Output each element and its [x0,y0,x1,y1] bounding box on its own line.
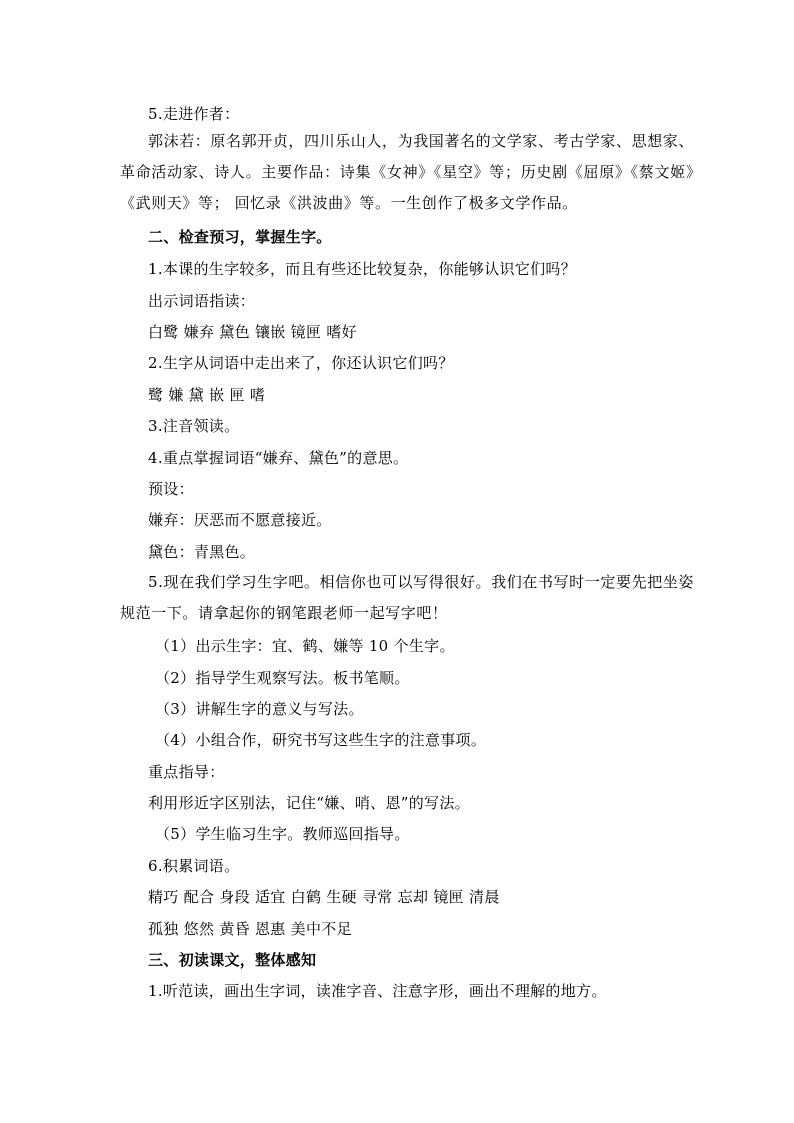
substep-3: （3）讲解生字的意义与写法。 [155,700,364,718]
step-3-text: 3.注音领读。 [148,417,240,435]
show-words-label: 出示词语指读： [148,292,256,310]
definition-daise: 黛色：青黑色。 [148,543,256,561]
author-intro-paragraph: 郭沫若：原名郭开贞，四川乐山人，为我国著名的文学家、考古学家、思想家、革命活动家、诗人。主要作品：诗集《女神》《星空》等；历史剧《屈原》《蔡文姬》《武则天》等； 回忆录《洪波曲》等。一生创作了极多文学作品。 [120,132,695,212]
character-list: 鹭 嫌 黛 嵌 匣 嗜 [148,386,266,404]
section-heading-preview: 二、检查预习，掌握生字。 [148,228,332,246]
first-reading-step-1: 1.听范读，画出生字词，读准字音、注意字形，画出不理解的地方。 [148,982,607,1000]
step-6-text: 6.积累词语。 [148,857,240,875]
step-4-text: 4.重点掌握词语“嫌弃、黛色”的意思。 [148,449,409,467]
word-list-3: 孤独 悠然 黄昏 恩惠 美中不足 [148,920,352,938]
substep-5: （5）学生临习生字。教师巡回指导。 [155,825,410,843]
substep-1: （1）出示生字：宜、鹤、嫌等 10 个生字。 [155,637,455,655]
section-heading-author: 5.走进作者： [148,105,240,123]
step-1-text: 1.本课的生字较多，而且有些还比较复杂，你能够认识它们吗？ [148,260,577,278]
substep-2: （2）指导学生观察写法。板书笔顺。 [155,669,410,687]
substep-4: （4）小组合作，研究书写这些生字的注意事项。 [155,731,487,749]
definition-xianqi: 嫌弃：厌恶而不愿意接近。 [148,511,332,529]
step-2-text: 2.生字从词语中走出来了，你还认识它们吗？ [148,354,454,372]
key-guidance-label: 重点指导： [148,763,225,781]
word-list-1: 白鹭 嫌弃 黛色 镶嵌 镜匣 嗜好 [148,323,357,341]
key-guidance-text: 利用形近字区别法，记住“嫌、哨、恩”的写法。 [148,794,470,812]
step-5-paragraph: 5.现在我们学习生字吧。相信你也可以写得很好。我们在书写时一定要先把坐姿规范一下。请拿起你的钢笔跟老师一起写字吧！ [120,573,694,622]
preset-label: 预设： [148,480,194,498]
word-list-2: 精巧 配合 身段 适宜 白鹤 生硬 寻常 忘却 镜匣 清晨 [148,888,500,906]
section-heading-first-reading: 三、初读课文，整体感知 [148,951,317,969]
